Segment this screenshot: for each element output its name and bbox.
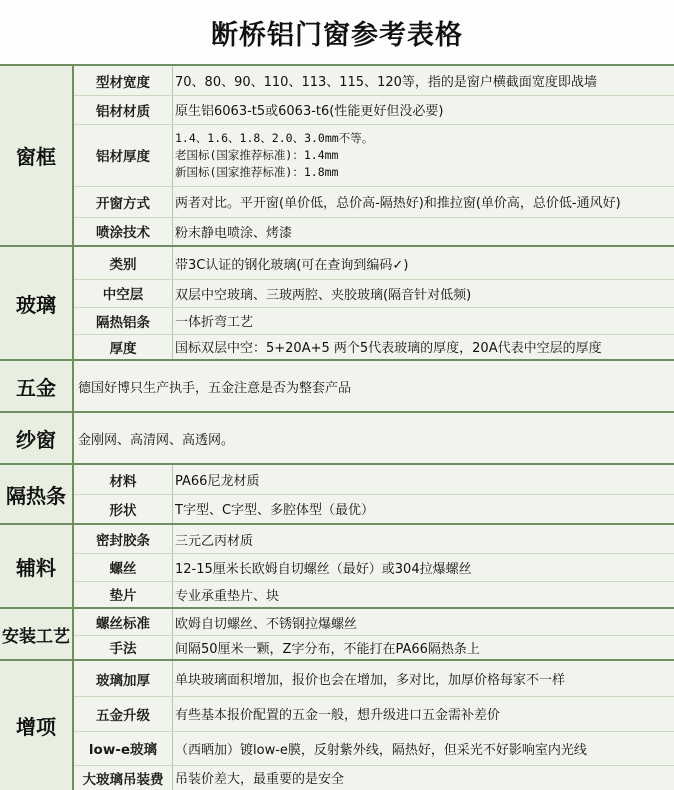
divider	[172, 66, 173, 245]
row-label: 大玻璃吊装费	[82, 771, 164, 788]
row-value: 原生铝6063-t5或6063-t6(性能更好但没必要)	[175, 104, 444, 119]
row-value: 粉末静电喷涂、烤漆	[175, 225, 293, 241]
row-value: 双层中空玻璃、三玻两腔、夹胶玻璃(隔音针对低频)	[175, 287, 472, 303]
divider	[74, 553, 674, 554]
row-label: 铝材材质	[96, 103, 150, 120]
divider	[74, 696, 674, 697]
divider	[74, 765, 674, 766]
row-value-multiline	[172, 124, 674, 186]
row-label: 垫片	[109, 588, 137, 604]
category-glass: 玻璃	[0, 247, 74, 361]
row-label: 玻璃加厚	[96, 672, 150, 689]
divider	[74, 334, 674, 335]
row-value: 两者对比。平开窗(单价低，总价高-隔热好)和推拉窗(单价高，总价低-通风好)	[175, 196, 621, 211]
row-label: 厚度	[109, 340, 137, 357]
divider	[172, 661, 173, 790]
row-value-line: 1.4、1.6、1.8、2.0、3.0mm不等。	[175, 130, 374, 145]
row-label: 五金升级	[96, 707, 150, 724]
row-value: PA66尼龙材质	[175, 474, 260, 489]
divider	[74, 124, 674, 125]
row-value: 12-15厘米长欧姆自切螺丝（最好）或304拉爆螺丝	[175, 561, 472, 577]
row-value: （西晒加）镀low-e膜，反射紫外线，隔热好，但采光不好影响室内光线	[175, 742, 587, 758]
category-installation: 安装工艺	[0, 609, 74, 661]
row-value: 专业承重垫片、块	[175, 588, 280, 604]
row-value: 带3C认证的钢化玻璃(可在查询到编码✓)	[175, 257, 409, 273]
row-label: 型材宽度	[96, 74, 150, 91]
row-value: T字型、C字型、多腔体型（最优）	[175, 503, 375, 518]
row-label: 铝材厚度	[96, 149, 150, 165]
divider	[74, 279, 674, 280]
row-label: 密封胶条	[96, 533, 150, 549]
divider	[172, 247, 173, 359]
row-value: 吊装价差大，最重要的是安全	[175, 772, 345, 787]
row-label: 螺丝	[109, 561, 137, 577]
row-label: 形状	[109, 502, 137, 519]
row-label: 螺丝标准	[96, 616, 150, 632]
row-value: 有些基本报价配置的五金一般，想升级进口五金需补差价	[175, 708, 501, 723]
row-label: 类别	[109, 257, 137, 273]
divider	[74, 635, 674, 636]
row-value: 单块玻璃面积增加，报价也会在增加，多对比，加厚价格每家不一样	[175, 673, 566, 688]
category-thermal-strip: 隔热条	[0, 465, 74, 525]
divider	[74, 186, 674, 187]
divider	[172, 525, 173, 607]
divider	[74, 307, 674, 308]
row-value: 一体折弯工艺	[175, 315, 254, 330]
row-label: 材料	[109, 473, 137, 490]
row-label: 中空层	[102, 287, 144, 303]
row-value: 国标双层中空：5+20A+5 两个5代表玻璃的厚度，20A代表中空层的厚度	[175, 341, 602, 356]
divider	[172, 609, 173, 659]
row-value-line: 新国标(国家推荐标准)：1.8mm	[175, 164, 339, 179]
row-label: 喷涂技术	[96, 225, 150, 241]
row-label: 手法	[109, 641, 137, 657]
category-window-frame: 窗框	[0, 66, 74, 247]
category-accessories: 辅料	[0, 525, 74, 609]
row-value: 间隔50厘米一颗，Z字分布，不能打在PA66隔热条上	[175, 641, 480, 657]
divider	[74, 494, 674, 495]
row-value: 三元乙丙材质	[175, 533, 254, 549]
row-label: 隔热铝条	[96, 314, 150, 331]
divider	[74, 731, 674, 732]
row-value: 70、80、90、110、113、115、120等，指的是窗户横截面宽度即战墙	[175, 75, 597, 90]
row-value: 金刚网、高清网、高透网。	[78, 432, 235, 448]
divider	[74, 581, 674, 582]
divider	[74, 95, 674, 96]
table-title: 断桥铝门窗参考表格	[0, 0, 674, 66]
row-label: 开窗方式	[96, 195, 150, 212]
divider	[74, 217, 674, 218]
row-value: 德国好博只生产执手，五金注意是否为整套产品	[78, 380, 352, 396]
row-value-line: 老国标(国家推荐标准)：1.4mm	[175, 147, 339, 162]
category-hardware: 五金	[0, 361, 74, 413]
row-value: 欧姆自切螺丝、不锈钢拉爆螺丝	[175, 616, 358, 632]
category-screen: 纱窗	[0, 413, 74, 465]
row-label: low-e玻璃	[88, 742, 158, 758]
category-add-ons: 增项	[0, 661, 74, 790]
